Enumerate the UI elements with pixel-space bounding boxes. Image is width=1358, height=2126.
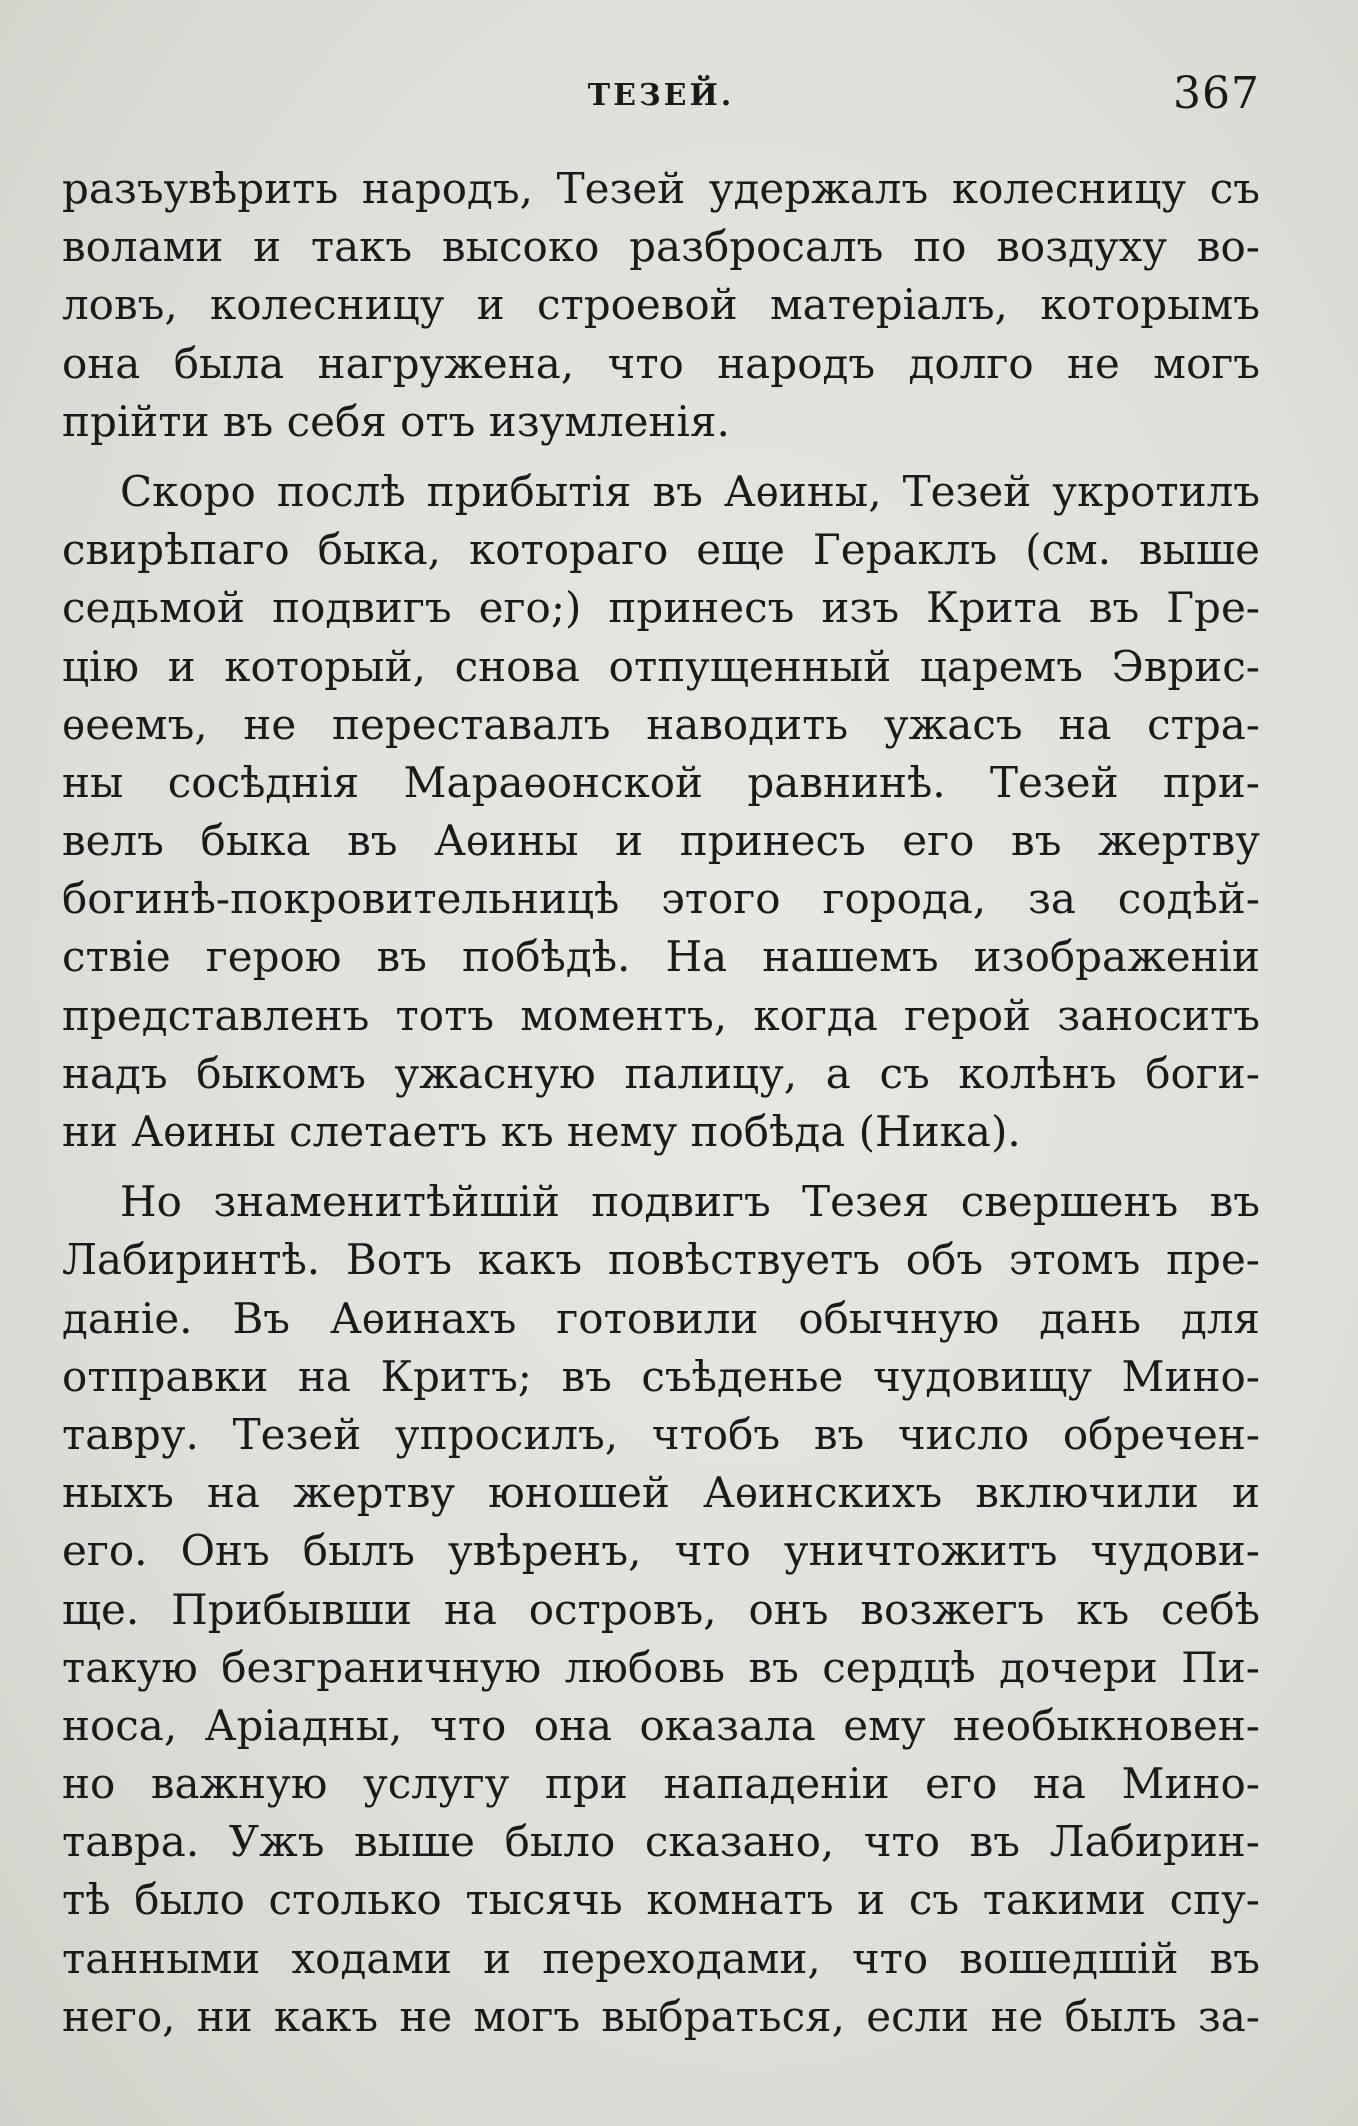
running-head: ТЕЗЕЙ. xyxy=(587,78,735,113)
text-line: волами и такъ высоко разбросалъ по воздуху во- xyxy=(62,222,1260,272)
paragraph-1 xyxy=(62,160,1260,451)
text-line: танными ходами и переходами, что вошедшій въ xyxy=(62,1933,1260,1983)
page-number: 367 xyxy=(1173,68,1260,119)
text-line: него, ни какъ не могъ выбраться, если не былъ за- xyxy=(62,1991,1260,2041)
text-line: даніе. Въ Аѳинахъ готовили обычную дань для xyxy=(62,1293,1260,1343)
paragraph-3 xyxy=(62,1173,1260,2046)
text-line: тѣ было столько тысячь комнатъ и съ такими спу- xyxy=(62,1875,1260,1925)
text-line: тавру. Тезей упросилъ, чтобъ въ число обречен- xyxy=(62,1409,1260,1459)
text-line: Скоро послѣ прибытія въ Аѳины, Тезей укротилъ xyxy=(120,466,1260,516)
paragraph-2 xyxy=(62,463,1260,1161)
text-line: носа, Аріадны, что она оказала ему необыкновен- xyxy=(62,1700,1260,1750)
page-header xyxy=(62,68,1260,128)
text-line: она была нагружена, что народъ долго не могъ xyxy=(62,338,1260,388)
text-line: седьмой подвигъ его;) принесъ изъ Крита въ Гре- xyxy=(62,583,1260,633)
text-line: прійти въ себя отъ изумленія. xyxy=(62,396,730,446)
text-line: богинѣ-покровительницѣ этого города, за содѣй- xyxy=(62,874,1260,924)
text-line: но важную услугу при нападеніи его на Мино- xyxy=(62,1759,1260,1809)
text-line: Но знаменитѣйшій подвигъ Тезея свершенъ въ xyxy=(120,1177,1260,1227)
text-line: ствіе герою въ побѣдѣ. На нашемъ изображеніи xyxy=(62,932,1260,982)
text-line: ще. Прибывши на островъ, онъ возжегъ къ себѣ xyxy=(62,1584,1260,1634)
text-line: надъ быкомъ ужасную палицу, а съ колѣнъ боги- xyxy=(62,1048,1260,1098)
text-line: ни Аѳины слетаетъ къ нему побѣда (Ника). xyxy=(62,1107,1021,1156)
paragraph-gap xyxy=(62,451,1260,463)
text-line: ѳеемъ, не переставалъ наводить ужасъ на стра- xyxy=(62,699,1260,749)
text-line: ловъ, колесницу и строевой матеріалъ, которымъ xyxy=(62,280,1260,330)
text-line: ныхъ на жертву юношей Аѳинскихъ включили и xyxy=(62,1468,1260,1518)
text-line: свирѣпаго быка, котораго еще Гераклъ (см. выше xyxy=(62,525,1260,575)
text-line: такую безграничную любовь въ сердцѣ дочери Пи- xyxy=(62,1642,1260,1692)
text-line: отправки на Критъ; въ съѣденье чудовищу Мино- xyxy=(62,1351,1260,1401)
paragraph-gap xyxy=(62,1161,1260,1173)
text-line: его. Онъ былъ увѣренъ, что уничтожитъ чудови- xyxy=(62,1526,1260,1576)
text-line: Лабиринтѣ. Вотъ какъ повѣствуетъ объ этомъ пре- xyxy=(62,1235,1260,1285)
text-line: велъ быка въ Аѳины и принесъ его въ жертву xyxy=(62,816,1260,866)
text-line: ны сосѣднія Мараѳонской равнинѣ. Тезей при- xyxy=(62,757,1260,807)
text-line: цію и который, снова отпущенный царемъ Эврис- xyxy=(62,641,1260,691)
body-text xyxy=(62,160,1260,2046)
text-line: разъувѣрить народъ, Тезей удержалъ колесницу съ xyxy=(62,164,1260,213)
text-line: представленъ тотъ моментъ, когда герой заноситъ xyxy=(62,990,1260,1040)
text-line: тавра. Ужъ выше было сказано, что въ Лабирин- xyxy=(62,1817,1260,1867)
